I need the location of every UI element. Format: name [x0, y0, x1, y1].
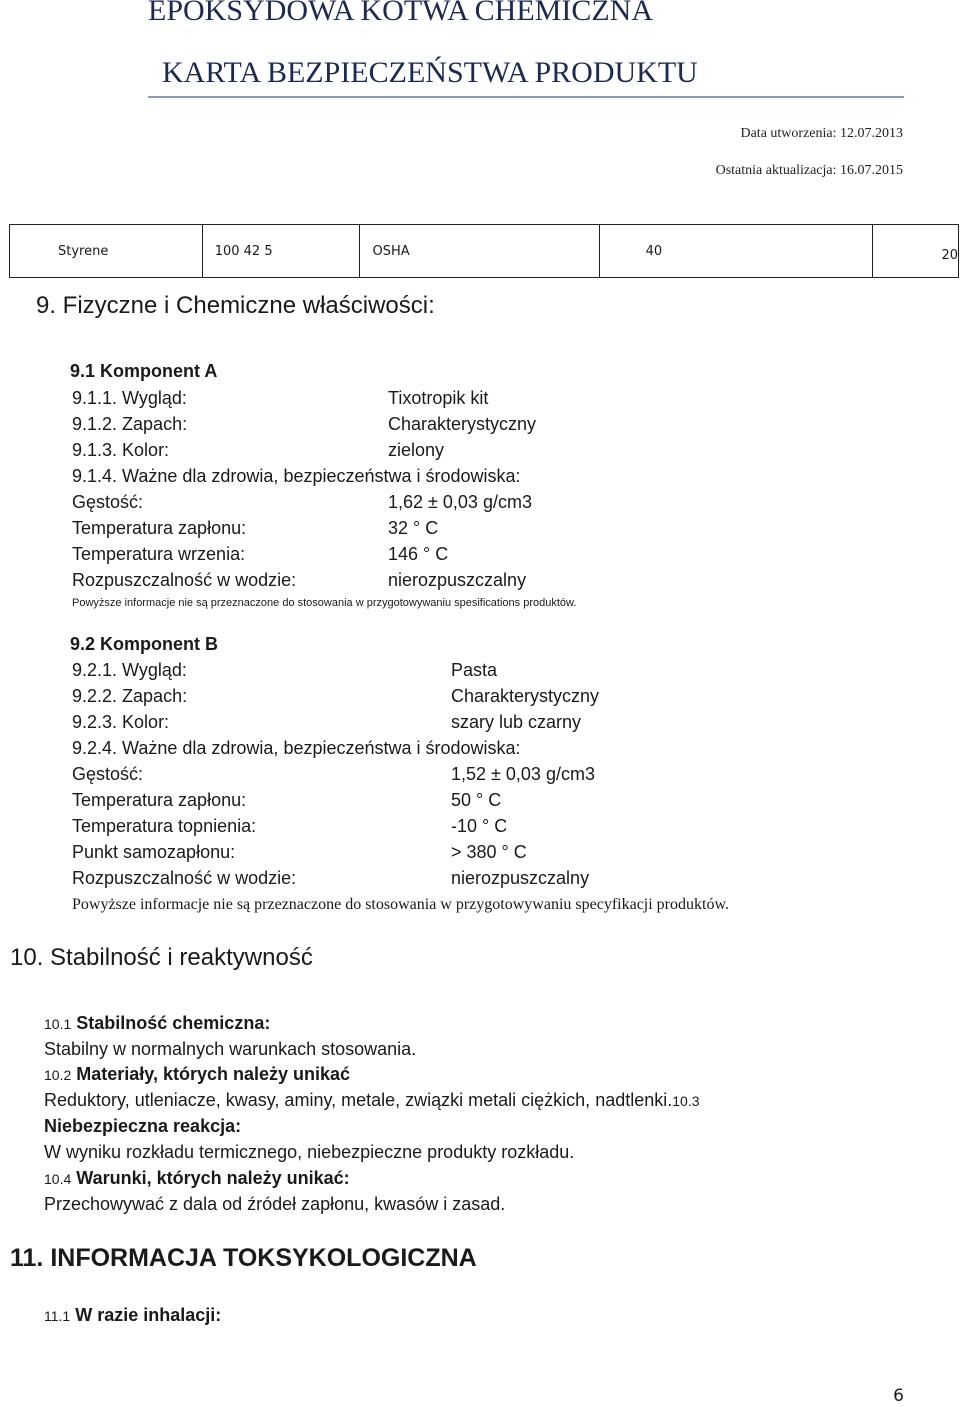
subsection-number: 10.3 [672, 1093, 700, 1109]
subsection-number: 10.2 [44, 1067, 72, 1083]
appearance-value: Tixotropik kit [388, 388, 489, 408]
subsection-10-1-heading [44, 1013, 270, 1034]
melting-point-value: -10 ° C [451, 816, 508, 836]
solubility-value: nierozpuszczalny [388, 570, 527, 590]
autoignition-value: > 380 ° C [451, 842, 527, 862]
table-cell: 20 [873, 225, 959, 278]
solubility-label: Rozpuszczalność w wodzie: [72, 570, 297, 590]
subsection-number: 10.4 [44, 1171, 72, 1187]
solubility-value: nierozpuszczalny [451, 868, 590, 888]
section-10-heading: 10. Stabilność i reaktywność [10, 944, 313, 971]
subsection-number: 10.1 [44, 1016, 72, 1032]
table-cell: 40 [599, 225, 873, 278]
table-cell: OSHA [360, 225, 599, 278]
conditions-to-avoid-text: Przechowywać z dala od źródeł zapłonu, kwasów i zasad. [44, 1194, 506, 1214]
subsection-title: Stabilność chemiczna: [76, 1013, 271, 1033]
density-label: Gęstość: [72, 492, 144, 512]
page-number: 6 [893, 1386, 904, 1406]
melting-point-label: Temperatura topnienia: [72, 816, 257, 836]
odor-label: 9.2.2. Zapach: [72, 686, 188, 706]
component-a-note: Powyższe informacje nie są przeznaczone do stosowania w przygotowywaniu spesifications produktów. [72, 597, 577, 609]
color-value: zielony [388, 440, 445, 460]
subsection-title: Materiały, których należy unikać [76, 1064, 351, 1084]
appearance-label: 9.1.1. Wygląd: [72, 388, 187, 408]
section-9-heading: 9. Fizyczne i Chemiczne właściwości: [36, 292, 435, 319]
component-b-note: Powyższe informacje nie są przeznaczone do stosowania w przygotowywaniu specyfikacji produktów. [72, 896, 729, 913]
flash-point-label: Temperatura zapłonu: [72, 790, 247, 810]
boiling-point-label: Temperatura wrzenia: [72, 544, 246, 564]
subsection-10-2-heading [44, 1064, 350, 1085]
density-label: Gęstość: [72, 764, 144, 784]
important-heading: 9.1.4. Ważne dla zdrowia, bezpieczeństwa i środowiska: [72, 466, 521, 486]
subsection-10-3-title: Niebezpieczna reakcja: [44, 1116, 242, 1136]
table-row [10, 225, 959, 278]
created-date: Data utworzenia: 12.07.2013 [740, 126, 903, 141]
appearance-value: Pasta [451, 660, 498, 680]
odor-label: 9.1.2. Zapach: [72, 414, 188, 434]
header-divider [148, 96, 904, 98]
component-b-heading: 9.2 Komponent B [70, 634, 219, 654]
materials-to-avoid-text: Reduktory, utleniacze, kwasy, aminy, metale, związki metali ciężkich, nadtlenki. [44, 1090, 673, 1110]
appearance-label: 9.2.1. Wygląd: [72, 660, 187, 680]
boiling-point-value: 146 ° C [388, 544, 449, 564]
subsection-title: W razie inhalacji: [75, 1305, 222, 1325]
odor-value: Charakterystyczny [388, 414, 537, 434]
stability-text: Stabilny w normalnych warunkach stosowania. [44, 1039, 417, 1059]
table-cell: Styrene [10, 225, 203, 278]
color-label: 9.2.3. Kolor: [72, 712, 170, 732]
materials-to-avoid-line [44, 1090, 700, 1111]
subsection-number: 11.1 [44, 1308, 71, 1324]
solubility-label: Rozpuszczalność w wodzie: [72, 868, 297, 888]
subsection-11-1-heading [44, 1305, 221, 1326]
color-value: szary lub czarny [451, 712, 582, 732]
flash-point-label: Temperatura zapłonu: [72, 518, 247, 538]
flash-point-value: 50 ° C [451, 790, 502, 810]
flash-point-value: 32 ° C [388, 518, 439, 538]
density-value: 1,52 ± 0,03 g/cm3 [451, 764, 595, 784]
subsection-title: Warunki, których należy unikać: [76, 1168, 350, 1188]
table-cell: 100 42 5 [202, 225, 360, 278]
document-title-line1: EPOKSYDOWA KOTWA CHEMICZNA [148, 0, 654, 27]
exposure-table [9, 224, 959, 278]
document-title-line2: KARTA BEZPIECZEŃSTWA PRODUKTU [162, 56, 698, 89]
updated-date: Ostatnia aktualizacja: 16.07.2015 [715, 163, 903, 178]
odor-value: Charakterystyczny [451, 686, 600, 706]
section-11-heading: 11. INFORMACJA TOKSYKOLOGICZNA [10, 1244, 477, 1272]
color-label: 9.1.3. Kolor: [72, 440, 170, 460]
subsection-10-4-heading [44, 1168, 350, 1189]
density-value: 1,62 ± 0,03 g/cm3 [388, 492, 532, 512]
component-a-heading: 9.1 Komponent A [70, 361, 218, 381]
autoignition-label: Punkt samozapłonu: [72, 842, 236, 862]
important-heading: 9.2.4. Ważne dla zdrowia, bezpieczeństwa i środowiska: [72, 738, 521, 758]
hazardous-reaction-text: W wyniku rozkładu termicznego, niebezpieczne produkty rozkładu. [44, 1142, 575, 1162]
